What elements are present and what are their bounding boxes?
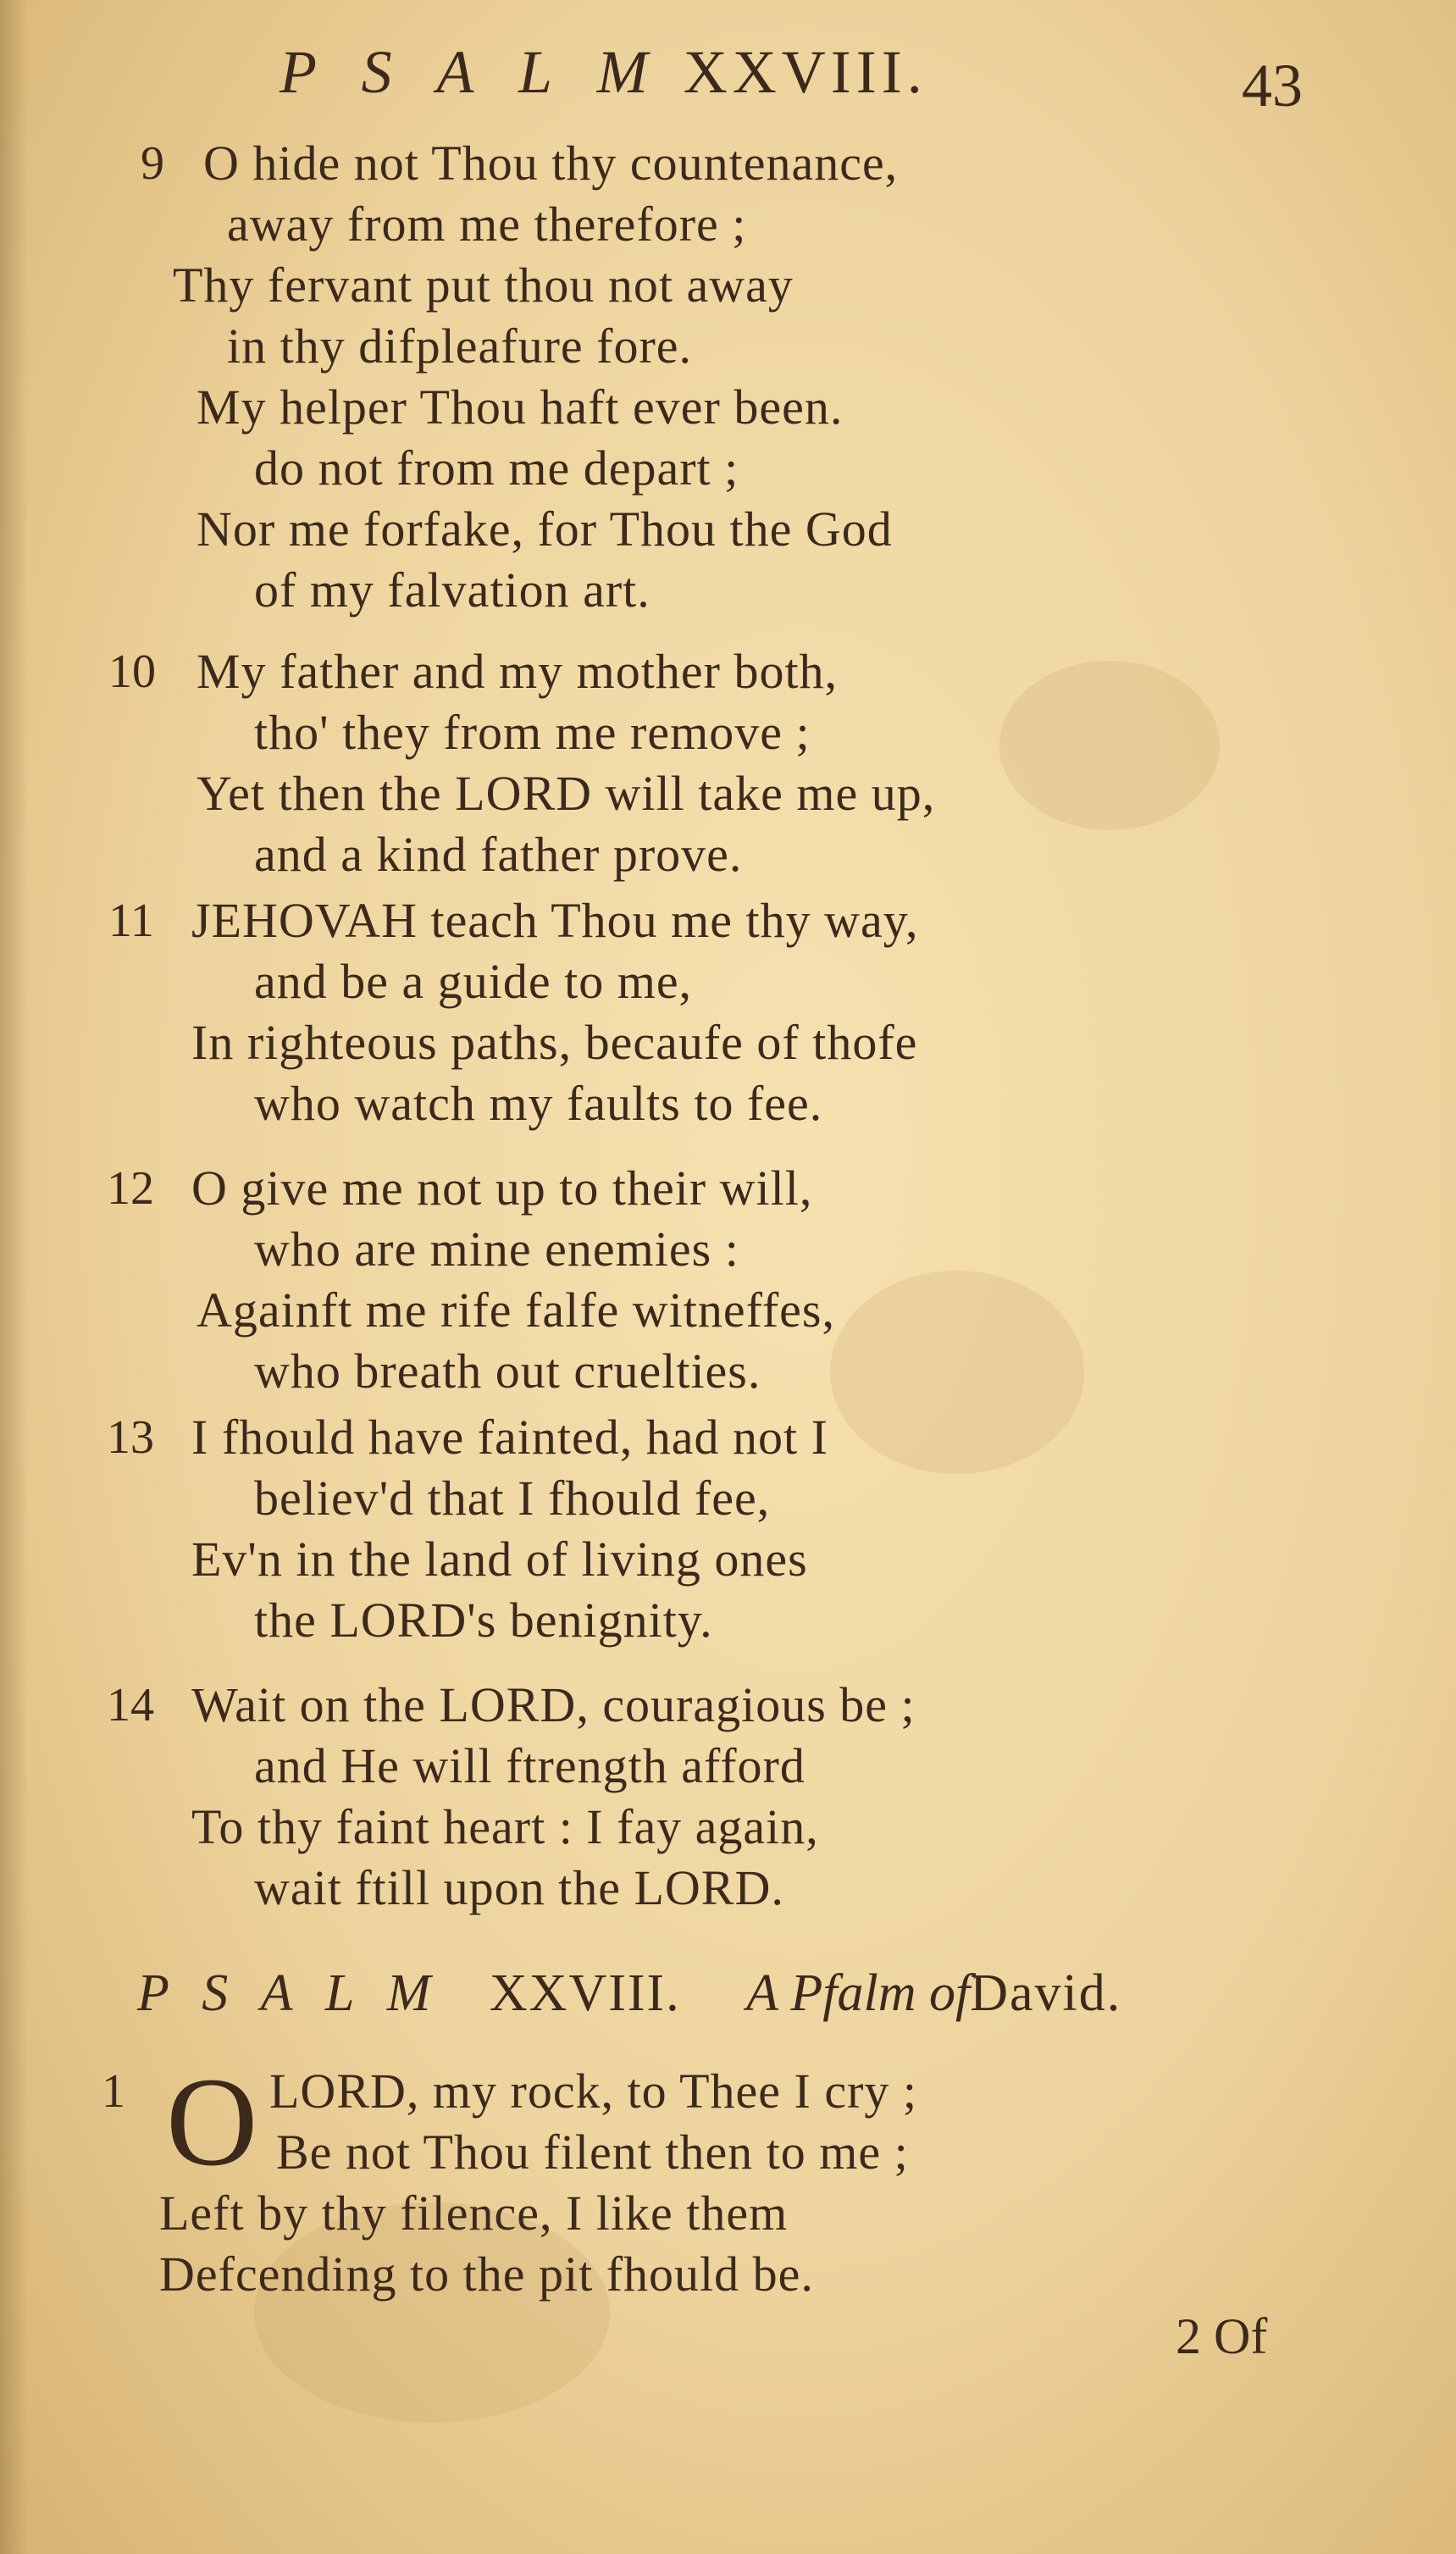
verse-number: 13 (107, 1411, 154, 1464)
verse-line: away from me therefore ; (227, 197, 747, 252)
verse-line: Ev'n in the land of living ones (191, 1532, 808, 1587)
paper-stain (830, 1271, 1084, 1474)
verse-line: Nor me forfake, for Thou the God (197, 501, 893, 557)
verse-line: Yet then the LORD will take me up, (197, 766, 936, 821)
header-title: P S A L M (280, 38, 663, 106)
verse-line: of my falvation art. (254, 562, 650, 618)
verse-line: who are mine enemies : (254, 1222, 739, 1277)
verse-line: To thy faint heart : I fay again, (191, 1799, 819, 1854)
page-number: 43 (1242, 52, 1303, 119)
verse-line: O hide not Thou thy countenance, (203, 136, 899, 191)
verse-number: 12 (107, 1162, 154, 1215)
psalm-title-word: P S A L M (137, 1964, 441, 2022)
psalm-title (137, 1964, 1121, 2024)
verse-line: Wait on the LORD, couragious be ; (191, 1677, 916, 1732)
header-numeral: XXVIII. (683, 38, 927, 106)
verse-line: and He will ftrength afford (254, 1738, 806, 1793)
drop-cap: O (166, 2052, 258, 2192)
verse-line: Thy fervant put thou not away (173, 258, 794, 313)
verse-line: LORD, my rock, to Thee I cry ; (269, 2064, 918, 2119)
verse-line: wait ftill upon the LORD. (254, 1860, 784, 1915)
verse-line: In righteous paths, becaufe of thofe (191, 1015, 918, 1070)
verse-line: O give me not up to their will, (191, 1161, 813, 1216)
verse-line: Defcending to the pit fhould be. (159, 2247, 814, 2302)
verse-line: who breath out cruelties. (254, 1343, 761, 1399)
verse-line: the LORD's benignity. (254, 1593, 713, 1648)
verse-line: tho' they from me remove ; (254, 705, 811, 760)
verse-line: Againft me rife falfe witneffes, (197, 1283, 835, 1338)
verse-line: in thy difpleafure fore. (227, 319, 693, 374)
verse-line: and be a guide to me, (254, 954, 693, 1009)
verse-number: 11 (108, 895, 154, 947)
running-header (280, 37, 927, 108)
verse-line: I fhould have fainted, had not I (191, 1410, 828, 1465)
psalm-subtitle: A Pfalm of (746, 1964, 971, 2022)
verse-line: Left by thy filence, I like them (159, 2186, 789, 2241)
verse-line: who watch my faults to fee. (254, 1076, 823, 1131)
psalm-subtitle-author: David. (970, 1964, 1122, 2022)
verse-number: 10 (108, 645, 156, 698)
catchword: 2 Of (1176, 2308, 1268, 2364)
verse-number: 1 (102, 2065, 125, 2118)
verse-line: JEHOVAH teach Thou me thy way, (191, 893, 919, 948)
verse-number: 14 (107, 1679, 154, 1731)
verse-line: and a kind father prove. (254, 827, 743, 882)
verse-line: My helper Thou haft ever been. (197, 379, 844, 435)
verse-number: 9 (141, 137, 164, 190)
verse-line: My father and my mother both, (197, 644, 839, 699)
binding-edge (0, 0, 29, 2554)
verse-line: do not from me depart ; (254, 440, 739, 496)
paper-stain (999, 661, 1220, 830)
verse-line: believ'd that I fhould fee, (254, 1471, 771, 1526)
psalm-title-numeral: XXVIII. (489, 1964, 681, 2022)
verse-line: Be not Thou filent then to me ; (276, 2125, 909, 2180)
